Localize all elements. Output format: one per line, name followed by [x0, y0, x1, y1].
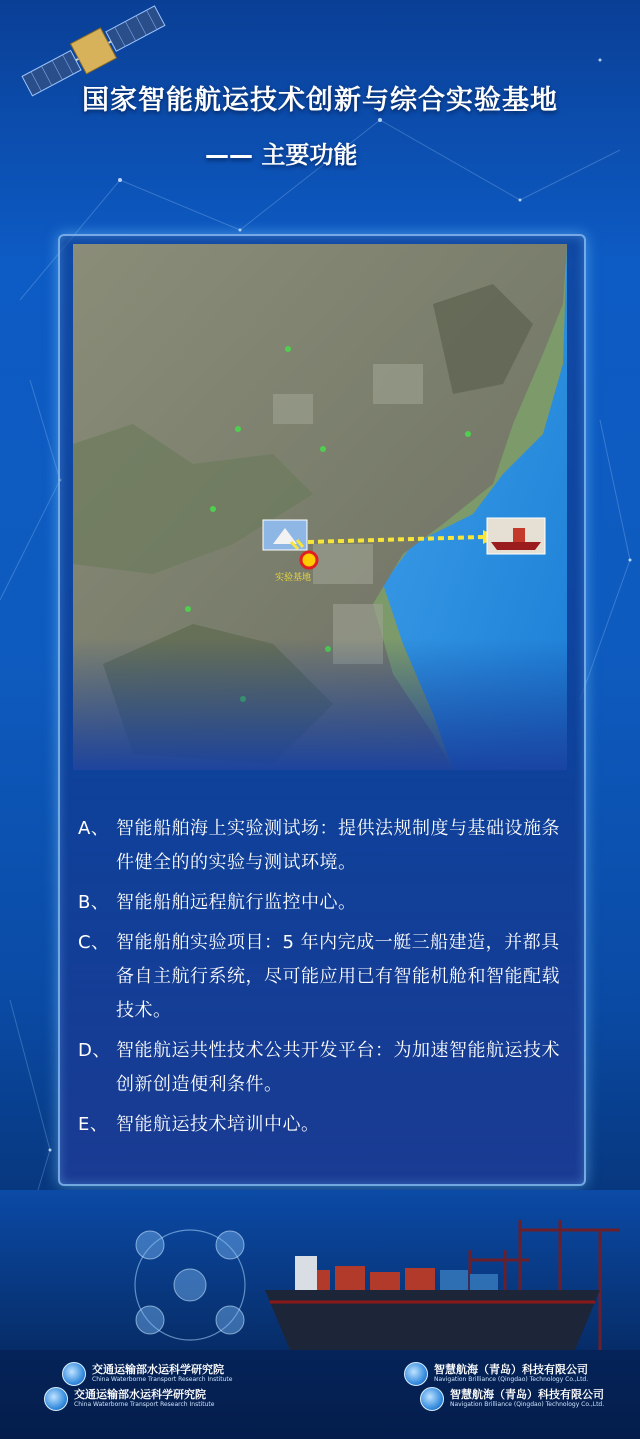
right-org-name-en: Navigation Brilliance (Qingdao) Technology Co.,Ltd.	[434, 1376, 589, 1383]
item-letter: B、	[78, 892, 110, 913]
company-logo-icon	[404, 1362, 428, 1386]
left-org-name-en: China Waterborne Transport Research Institute	[92, 1376, 233, 1383]
satellite-map	[73, 244, 567, 770]
left-org-name: 交通运输部水运科学研究院	[74, 1388, 206, 1401]
right-org-logo-1	[404, 1362, 588, 1386]
item-text: 智能船舶海上实验测试场：提供法规制度与基础设施条件健全的的实验与测试环境。	[116, 818, 560, 873]
list-item	[78, 926, 568, 1028]
left-org-name-en: China Waterborne Transport Research Institute	[74, 1401, 215, 1408]
left-org-logo-1	[62, 1362, 232, 1386]
item-text: 智能航运技术培训中心。	[116, 1114, 320, 1135]
institute-logo-icon	[44, 1387, 68, 1411]
item-text: 智能船舶实验项目：5 年内完成一艇三船建造，并都具备自主航行系统，尽可能应用已有智能机舱和智能配载技术。	[116, 932, 560, 1021]
port-scene	[0, 1190, 640, 1439]
list-item	[78, 886, 568, 920]
page-subtitle: —— 主要功能	[205, 141, 358, 169]
company-logo-icon	[420, 1387, 444, 1411]
list-item	[78, 1108, 568, 1142]
item-letter: D、	[78, 1040, 111, 1061]
right-org-name: 智慧航海（青岛）科技有限公司	[434, 1363, 588, 1376]
list-item	[78, 812, 568, 880]
list-item	[78, 1034, 568, 1102]
right-org-logo-2	[420, 1387, 604, 1411]
institute-logo-icon	[62, 1362, 86, 1386]
item-text: 智能航运共性技术公共开发平台：为加速智能航运技术创新创造便利条件。	[116, 1040, 560, 1095]
right-org-name-en: Navigation Brilliance (Qingdao) Technology Co.,Ltd.	[450, 1401, 605, 1408]
item-text: 智能船舶远程航行监控中心。	[116, 892, 357, 913]
page-title: 国家智能航运技术创新与综合实验基地	[82, 85, 558, 116]
right-org-name: 智慧航海（青岛）科技有限公司	[450, 1388, 604, 1401]
function-list	[78, 812, 568, 1148]
item-letter: E、	[78, 1114, 109, 1135]
left-org-logo-2	[44, 1387, 214, 1411]
item-letter: A、	[78, 818, 110, 839]
left-org-name: 交通运输部水运科学研究院	[92, 1363, 224, 1376]
item-letter: C、	[78, 932, 110, 953]
